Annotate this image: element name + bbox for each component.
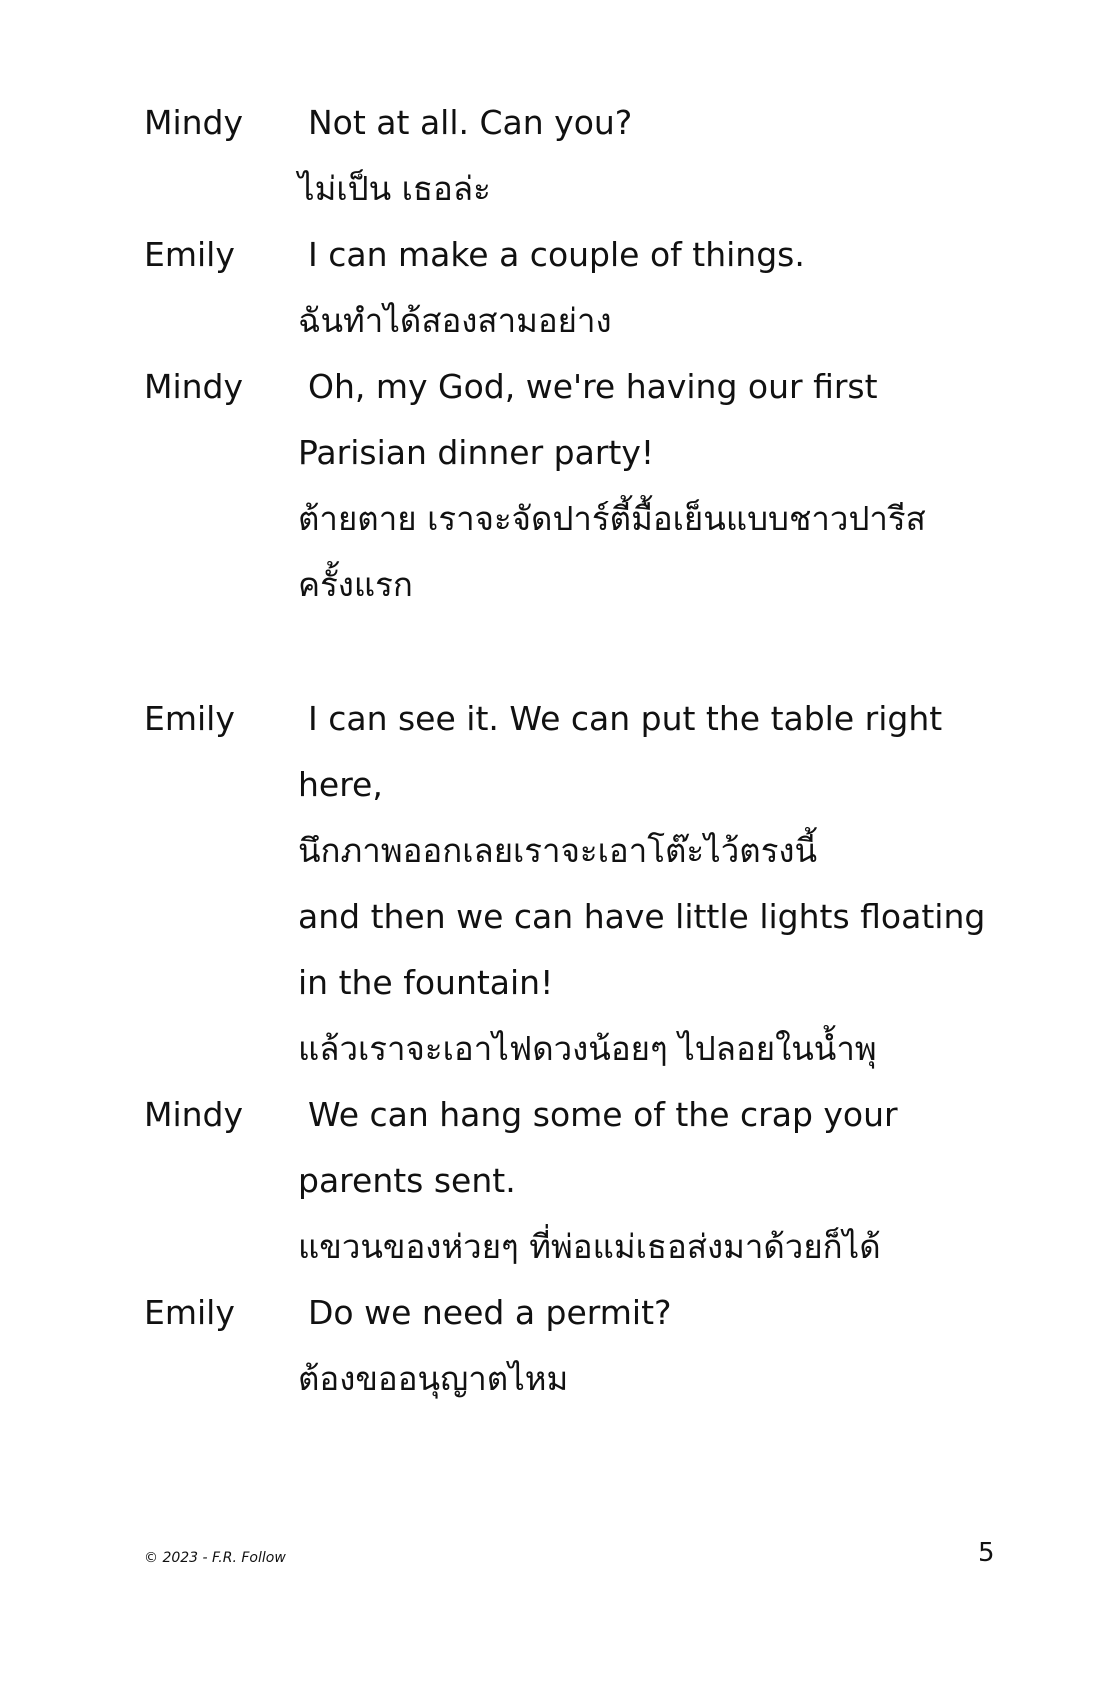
dialogue-text-thai: ฉันทำได้สองสามอย่าง <box>298 301 612 340</box>
dialogue-text: We can hang some of the crap your <box>308 1095 898 1134</box>
dialogue-line <box>0 486 1100 552</box>
dialogue-line <box>0 818 1100 884</box>
dialogue-text-thai: ต้ายตาย เราจะจัดปาร์ตี้มื้อเย็นแบบชาวปารีส <box>298 499 926 538</box>
speaker-name: Mindy <box>144 367 244 406</box>
speaker-name: Emily <box>144 235 235 274</box>
dialogue-text-thai: ต้องขออนุญาตไหม <box>298 1359 569 1398</box>
dialogue-line <box>0 1016 1100 1082</box>
dialogue-line <box>0 420 1100 486</box>
dialogue-text: I can see it. We can put the table right <box>308 699 943 738</box>
dialogue-line <box>0 1280 1100 1346</box>
dialogue-line <box>0 288 1100 354</box>
dialogue-line <box>0 1214 1100 1280</box>
dialogue-text: Not at all. Can you? <box>308 103 633 142</box>
copyright-notice: © 2023 - F.R. Follow <box>144 1550 286 1566</box>
speaker-name: Mindy <box>144 1095 244 1134</box>
dialogue-line <box>0 1082 1100 1148</box>
dialogue-line <box>0 884 1100 950</box>
dialogue-line <box>0 156 1100 222</box>
dialogue-line <box>0 1148 1100 1214</box>
dialogue-text-thai: นึกภาพออกเลยเราจะเอาโต๊ะไว้ตรงนี้ <box>298 831 818 870</box>
page-number: 5 <box>978 1538 995 1568</box>
dialogue-text: Do we need a permit? <box>308 1293 672 1332</box>
dialogue-line <box>0 552 1100 618</box>
dialogue-line <box>0 752 1100 818</box>
dialogue-text: and then we can have little lights floating <box>298 897 986 936</box>
dialogue-line <box>0 686 1100 752</box>
dialogue-text: Oh, my God, we're having our first <box>308 367 878 406</box>
dialogue-text: parents sent. <box>298 1161 516 1200</box>
dialogue-text-thai: ไม่เป็น เธอล่ะ <box>298 169 491 208</box>
speaker-name: Mindy <box>144 103 244 142</box>
dialogue-text-thai: ครั้งแรก <box>298 565 413 604</box>
dialogue-text-thai: แขวนของห่วยๆ ที่พ่อแม่เธอส่งมาด้วยก็ได้ <box>298 1227 881 1266</box>
speaker-name: Emily <box>144 699 235 738</box>
dialogue-line <box>0 222 1100 288</box>
speaker-name: Emily <box>144 1293 235 1332</box>
dialogue-line <box>0 90 1100 156</box>
dialogue-line <box>0 950 1100 1016</box>
dialogue-line <box>0 354 1100 420</box>
dialogue-text: Parisian dinner party! <box>298 433 655 472</box>
dialogue-text: in the fountain! <box>298 963 554 1002</box>
dialogue-text: here, <box>298 765 383 804</box>
dialogue-text: I can make a couple of things. <box>308 235 805 274</box>
dialogue-text-thai: แล้วเราจะเอาไฟดวงน้อยๆ ไปลอยในน้ำพุ <box>298 1029 877 1068</box>
dialogue-line <box>0 1346 1100 1412</box>
